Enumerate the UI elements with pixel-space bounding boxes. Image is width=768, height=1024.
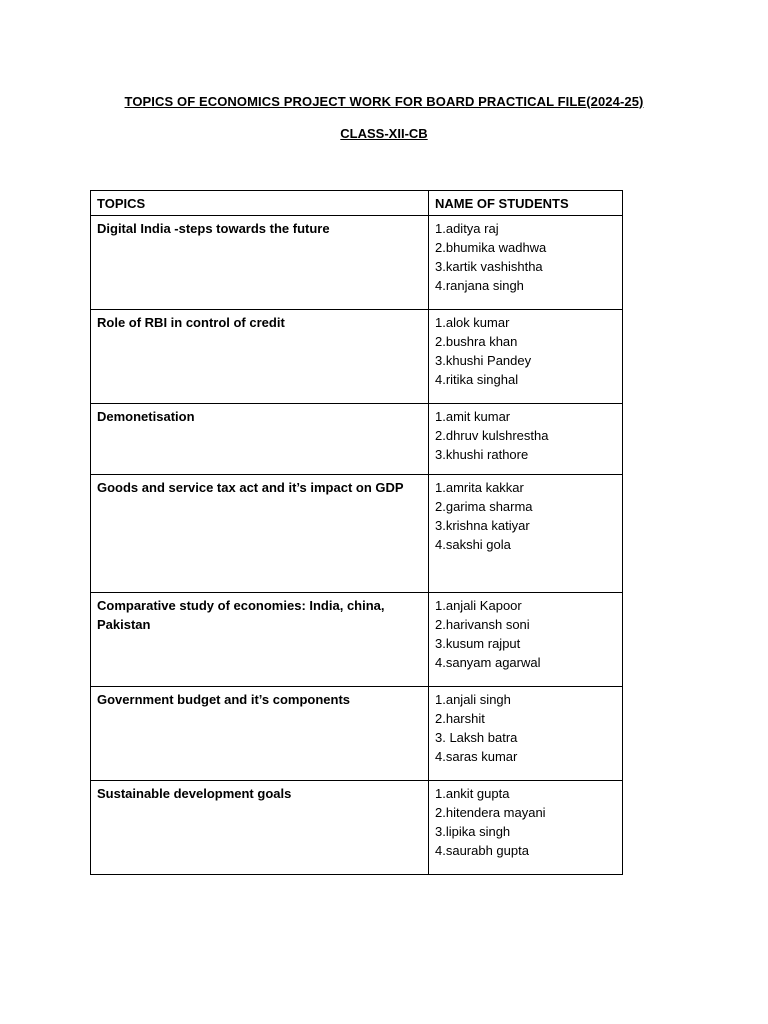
student-name: 1.anjali Kapoor — [435, 598, 522, 613]
student-name: 3.khushi rathore — [435, 447, 529, 462]
student-name: 4.saurabh gupta — [435, 843, 529, 858]
table-header-row — [91, 191, 623, 216]
topic-cell: Role of RBI in control of credit — [91, 310, 429, 404]
students-cell — [429, 593, 623, 687]
header-topics: TOPICS — [91, 191, 429, 216]
students-cell — [429, 687, 623, 781]
student-name: 1.amrita kakkar — [435, 480, 524, 495]
students-cell — [429, 475, 623, 593]
table-row — [91, 781, 623, 875]
student-name: 3.khushi Pandey — [435, 353, 532, 368]
students-cell — [429, 216, 623, 310]
table-row — [91, 593, 623, 687]
topic-cell: Government budget and it’s components — [91, 687, 429, 781]
student-name: 4.ritika singhal — [435, 372, 519, 387]
student-name: 2.garima sharma — [435, 499, 533, 514]
students-cell — [429, 310, 623, 404]
student-name: 3.kusum rajput — [435, 636, 521, 651]
students-cell — [429, 404, 623, 475]
topics-table — [90, 190, 623, 875]
table-row — [91, 310, 623, 404]
topic-cell: Sustainable development goals — [91, 781, 429, 875]
student-name: 4.saras kumar — [435, 749, 518, 764]
document-subtitle: CLASS-XII-CB — [340, 126, 428, 141]
student-name: 1.amit kumar — [435, 409, 511, 424]
student-name: 3.kartik vashishtha — [435, 259, 543, 274]
table-row — [91, 687, 623, 781]
topic-cell: Goods and service tax act and it’s impact on GDP — [91, 475, 429, 593]
table-row — [91, 216, 623, 310]
student-name: 2.bhumika wadhwa — [435, 240, 547, 255]
topic-cell: Digital India -steps towards the future — [91, 216, 429, 310]
student-name: 4.ranjana singh — [435, 278, 524, 293]
student-name: 2.hitendera mayani — [435, 805, 546, 820]
document-title: TOPICS OF ECONOMICS PROJECT WORK FOR BOARD PRACTICAL FILE(2024-25) — [124, 94, 644, 109]
topic-cell: Comparative study of economies: India, china, Pakistan — [91, 593, 429, 687]
student-name: 2.harshit — [435, 711, 485, 726]
student-name: 1.aditya raj — [435, 221, 499, 236]
student-name: 1.alok kumar — [435, 315, 510, 330]
student-name: 3.krishna katiyar — [435, 518, 530, 533]
student-name: 2.dhruv kulshrestha — [435, 428, 549, 443]
table-row — [91, 404, 623, 475]
student-name: 2.harivansh soni — [435, 617, 530, 632]
topic-cell: Demonetisation — [91, 404, 429, 475]
students-cell — [429, 781, 623, 875]
student-name: 4.sanyam agarwal — [435, 655, 541, 670]
student-name: 4.sakshi gola — [435, 537, 511, 552]
header-name-of-students: NAME OF STUDENTS — [429, 191, 623, 216]
student-name: 1.ankit gupta — [435, 786, 510, 801]
student-name: 2.bushra khan — [435, 334, 518, 349]
student-name: 3.lipika singh — [435, 824, 511, 839]
student-name: 1.anjali singh — [435, 692, 511, 707]
table-row — [91, 475, 623, 593]
student-name: 3. Laksh batra — [435, 730, 518, 745]
